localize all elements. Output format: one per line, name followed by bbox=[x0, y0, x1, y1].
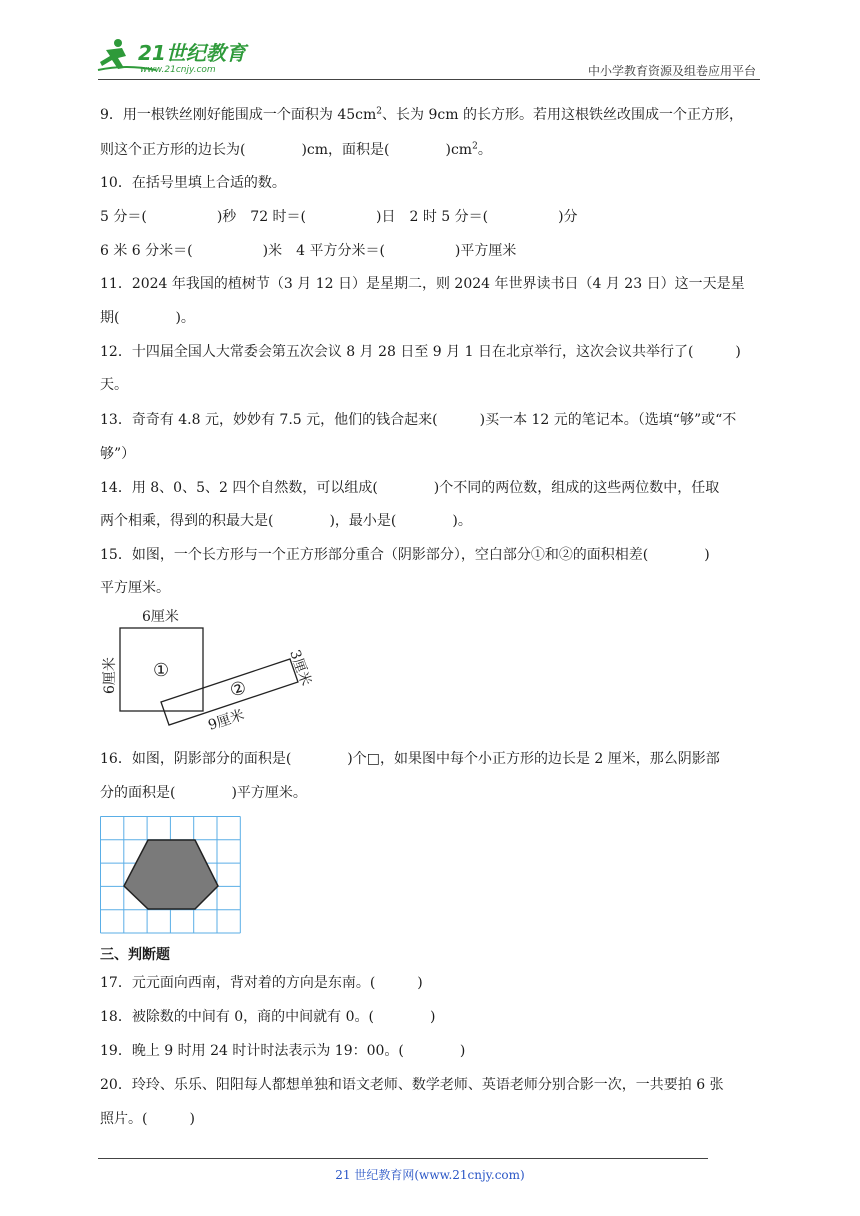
shaded-hexagon bbox=[124, 840, 218, 909]
q12-line1: 12．十四届全国人大常委会第五次会议 8 月 28 日至 9 月 1 日在北京举行，这次会议共举行了( ) bbox=[100, 344, 741, 360]
q10-line2: 5 分＝( )秒 72 时＝( )日 2 时 5 分＝( )分 bbox=[100, 209, 578, 225]
figure-15 bbox=[98, 604, 318, 734]
q17-line: 17．元元面向西南，背对着的方向是东南。( ) bbox=[100, 975, 423, 991]
section-3-title: 三、判断题 bbox=[100, 947, 170, 963]
region-1-label: ① bbox=[153, 660, 170, 681]
q14-line2: 两个相乘，得到的积最大是( )，最小是( )。 bbox=[100, 513, 472, 529]
q13-line2: 够”） bbox=[100, 446, 136, 462]
q20-line1: 20．玲玲、乐乐、阳阳每人都想单独和语文老师、数学老师、英语老师分别合影一次，一共要拍 6 张 bbox=[100, 1077, 724, 1093]
q15-line1: 15．如图，一个长方形与一个正方形部分重合（阴影部分），空白部分①和②的面积相差( ) bbox=[100, 547, 710, 563]
q11-line1: 11．2024 年我国的植树节（3 月 12 日）是星期二，则 2024 年世界读书日（4 月 23 日）这一天是星 bbox=[100, 276, 745, 292]
q10-line3: 6 米 6 分米＝( )米 4 平方分米＝( )平方厘米 bbox=[100, 243, 517, 259]
q19-line: 19．晚上 9 时用 24 时计时法表示为 19：00。( ) bbox=[100, 1043, 466, 1059]
header-divider bbox=[98, 79, 760, 80]
logo-graphic bbox=[96, 36, 266, 76]
square-top-label: 6厘米 bbox=[142, 609, 179, 625]
q16-line1: 16．如图，阴影部分的面积是( )个□，如果图中每个小正方形的边长是 2 厘米，那么阴影部 bbox=[100, 751, 720, 767]
logo-text: 21世纪教育 bbox=[138, 41, 246, 65]
q12-line2: 天。 bbox=[100, 377, 128, 393]
square-left-label: 6厘米 bbox=[102, 657, 118, 694]
q13-line1: 13．奇奇有 4.8 元，妙妙有 7.5 元，他们的钱合起来( )买一本 12 元的笔记本。（选填“够”或“不 bbox=[100, 412, 737, 428]
figure-16 bbox=[100, 816, 242, 934]
q14-line1: 14．用 8、0、5、2 四个自然数，可以组成( )个不同的两位数，组成的这些两位数中，任取 bbox=[100, 480, 720, 496]
q10-line1: 10．在括号里填上合适的数。 bbox=[100, 175, 286, 191]
footer-divider bbox=[98, 1158, 708, 1159]
q11-line2: 期( )。 bbox=[100, 310, 195, 326]
rect-bottom-label: 9厘米 bbox=[206, 707, 247, 734]
q18-line: 18．被除数的中间有 0，商的中间就有 0。( ) bbox=[100, 1009, 436, 1025]
site-logo bbox=[96, 36, 266, 76]
q16-line2: 分的面积是( )平方厘米。 bbox=[100, 785, 307, 801]
footer-text: 21 世纪教育网(www.21cnjy.com) bbox=[335, 1168, 525, 1182]
q9-line2: 则这个正方形的边长为( )cm，面积是( )$cm^2$。 bbox=[100, 141, 492, 158]
logo-url: www.21cnjy.com bbox=[140, 65, 216, 75]
q9-line1: 9．用一根铁丝刚好能围成一个面积为 $45cm^2$、长为 9cm 的长方形。若用这根铁丝改围成一个正方形， bbox=[100, 106, 743, 123]
platform-name: 中小学教育资源及组卷应用平台 bbox=[587, 64, 756, 78]
rect-right-label: 3厘米 bbox=[286, 647, 314, 689]
region-2-label: ② bbox=[227, 676, 250, 702]
q20-line2: 照片。( ) bbox=[100, 1111, 195, 1127]
q15-line2: 平方厘米。 bbox=[100, 580, 170, 596]
